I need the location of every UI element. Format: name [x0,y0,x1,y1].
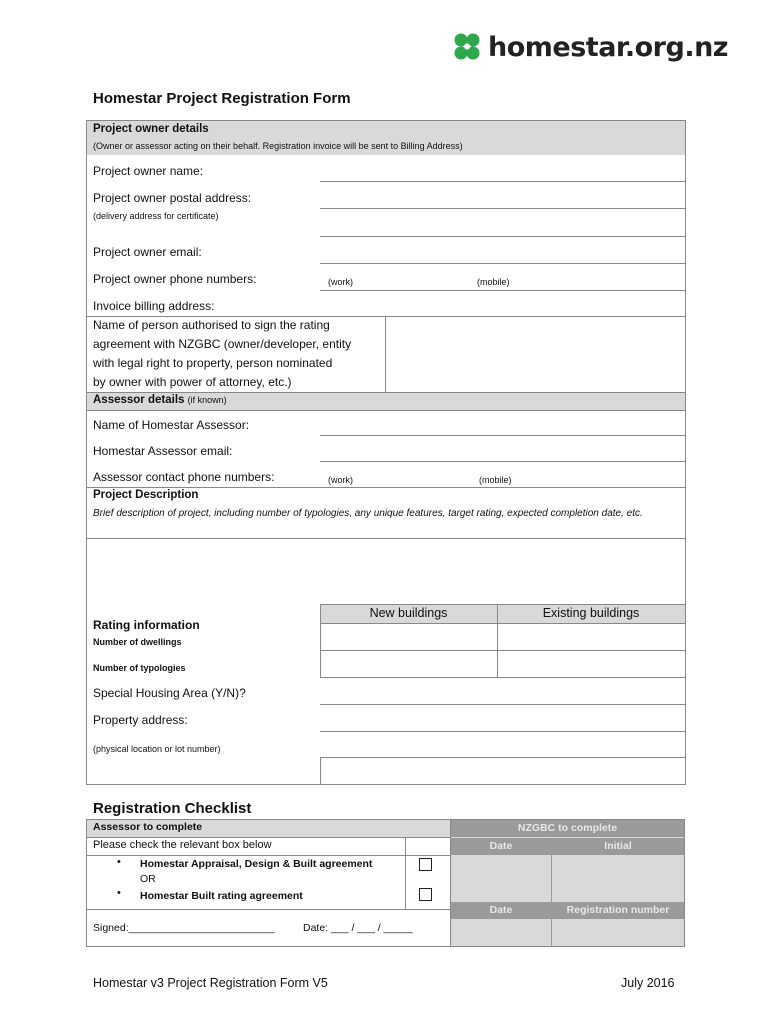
owner-note: (Owner or assessor acting on their behalf. Registration invoice will be sent to Billing Address) [93,141,463,151]
assessor-heading-text: Assessor details [93,394,185,406]
owner-postal-field-2[interactable] [320,236,685,237]
col-new-buildings: New buildings [369,606,448,620]
nzgbc-reg-number-head: Registration number [552,902,684,919]
option-1-checkbox[interactable] [419,858,432,871]
checklist-instruction: Please check the relevant box below [93,839,272,851]
signed-line[interactable]: Signed:_________________________ [93,922,275,934]
description-heading: Project Description [93,489,199,501]
authorised-line-4: by owner with power of attorney, etc.) [93,375,292,389]
checklist-title: Registration Checklist [93,800,252,817]
option-2-label: Homestar Built rating agreement [140,890,303,902]
special-housing-field[interactable] [320,704,685,705]
footer-form-version: Homestar v3 Project Registration Form V5 [93,976,328,990]
owner-phone-work: (work) [328,277,353,287]
assessor-phone-label: Assessor contact phone numbers: [93,470,275,484]
owner-phone-mobile: (mobile) [477,277,510,287]
typologies-new-field[interactable] [321,651,496,676]
special-housing-label: Special Housing Area (Y/N)? [93,686,246,700]
nzgbc-date-field-2[interactable] [452,920,550,945]
homestar-logo [450,30,728,64]
property-address-label: Property address: [93,713,188,727]
nzgbc-date-field[interactable] [452,856,550,900]
checklist-box-column-divider [405,837,406,909]
dwellings-existing-field[interactable] [498,624,684,649]
owner-postal-note: (delivery address for certificate) [93,211,219,221]
owner-heading: Project owner details [93,123,209,135]
owner-name-field[interactable] [320,181,685,182]
assessor-name-field[interactable] [320,435,685,436]
nzgbc-reg-number-field[interactable] [553,920,683,945]
logo-text: homestar.org.nz [488,31,729,63]
nzgbc-date-head-2: Date [451,902,551,919]
description-divider [87,538,685,539]
form-title: Homestar Project Registration Form [93,90,351,107]
typologies-label: Number of typologies [93,663,186,673]
option-1-bullet: • [117,856,121,868]
authorised-line-1: Name of person authorised to sign the rating [93,318,330,332]
dwellings-new-field[interactable] [321,624,496,649]
checklist-row-divider [87,837,450,838]
assessor-heading-note: (if known) [187,395,227,405]
dwellings-label: Number of dwellings [93,637,182,647]
assessor-top-divider [87,392,685,393]
option-1-label: Homestar Appraisal, Design & Built agreement [140,858,373,870]
owner-email-field[interactable] [320,263,685,264]
description-text: Brief description of project, including number of typologies, any unique features, target rating, expected completion date, etc. [93,508,643,519]
col-existing-buildings: Existing buildings [542,606,640,620]
option-2-bullet: • [117,887,121,899]
owner-phone-label: Project owner phone numbers: [93,272,257,286]
property-address-field-2[interactable] [320,757,685,758]
assessor-phone-mobile: (mobile) [479,475,512,485]
checklist-sign-divider [87,909,450,910]
nzgbc-head: NZGBC to complete [451,820,684,837]
authorised-name-field[interactable] [386,317,684,391]
assessor-phone-divider [87,487,685,488]
rating-header-top [320,604,685,605]
owner-postal-label: Project owner postal address: [93,191,252,205]
typologies-divider [320,677,685,678]
checklist-instruction-divider [87,855,450,856]
assessor-heading [93,394,227,406]
property-address-note: (physical location or lot number) [93,744,221,754]
option-2-checkbox[interactable] [419,888,432,901]
authorised-line-3: with legal right to property, person nominated [93,356,333,370]
clover-logo-icon [450,30,484,64]
nzgbc-col-divider [551,838,552,946]
authorised-line-2: agreement with NZGBC (owner/developer, entity [93,337,352,351]
owner-email-label: Project owner email: [93,245,202,259]
date-line[interactable]: Date: ___ / ___ / _____ [303,922,413,934]
nzgbc-date-head: Date [451,838,551,855]
typologies-existing-field[interactable] [498,651,684,676]
property-address-field-1[interactable] [320,731,685,732]
description-field[interactable] [88,540,684,603]
checklist-assessor-head: Assessor to complete [93,821,203,833]
or-text: OR [140,873,156,885]
assessor-name-label: Name of Homestar Assessor: [93,418,250,432]
footer-date: July 2016 [621,976,675,990]
rating-heading: Rating information [93,618,200,632]
owner-postal-field-1[interactable] [320,208,685,209]
property-address-divider [320,757,321,785]
assessor-email-label: Homestar Assessor email: [93,444,233,458]
assessor-phone-work: (work) [328,475,353,485]
owner-phone-field[interactable] [320,290,685,291]
nzgbc-initial-field[interactable] [553,856,683,900]
owner-name-label: Project owner name: [93,164,204,178]
assessor-email-field[interactable] [320,461,685,462]
nzgbc-initial-head: Initial [552,838,684,855]
billing-label: Invoice billing address: [93,299,215,313]
assessor-header-divider [87,410,685,411]
